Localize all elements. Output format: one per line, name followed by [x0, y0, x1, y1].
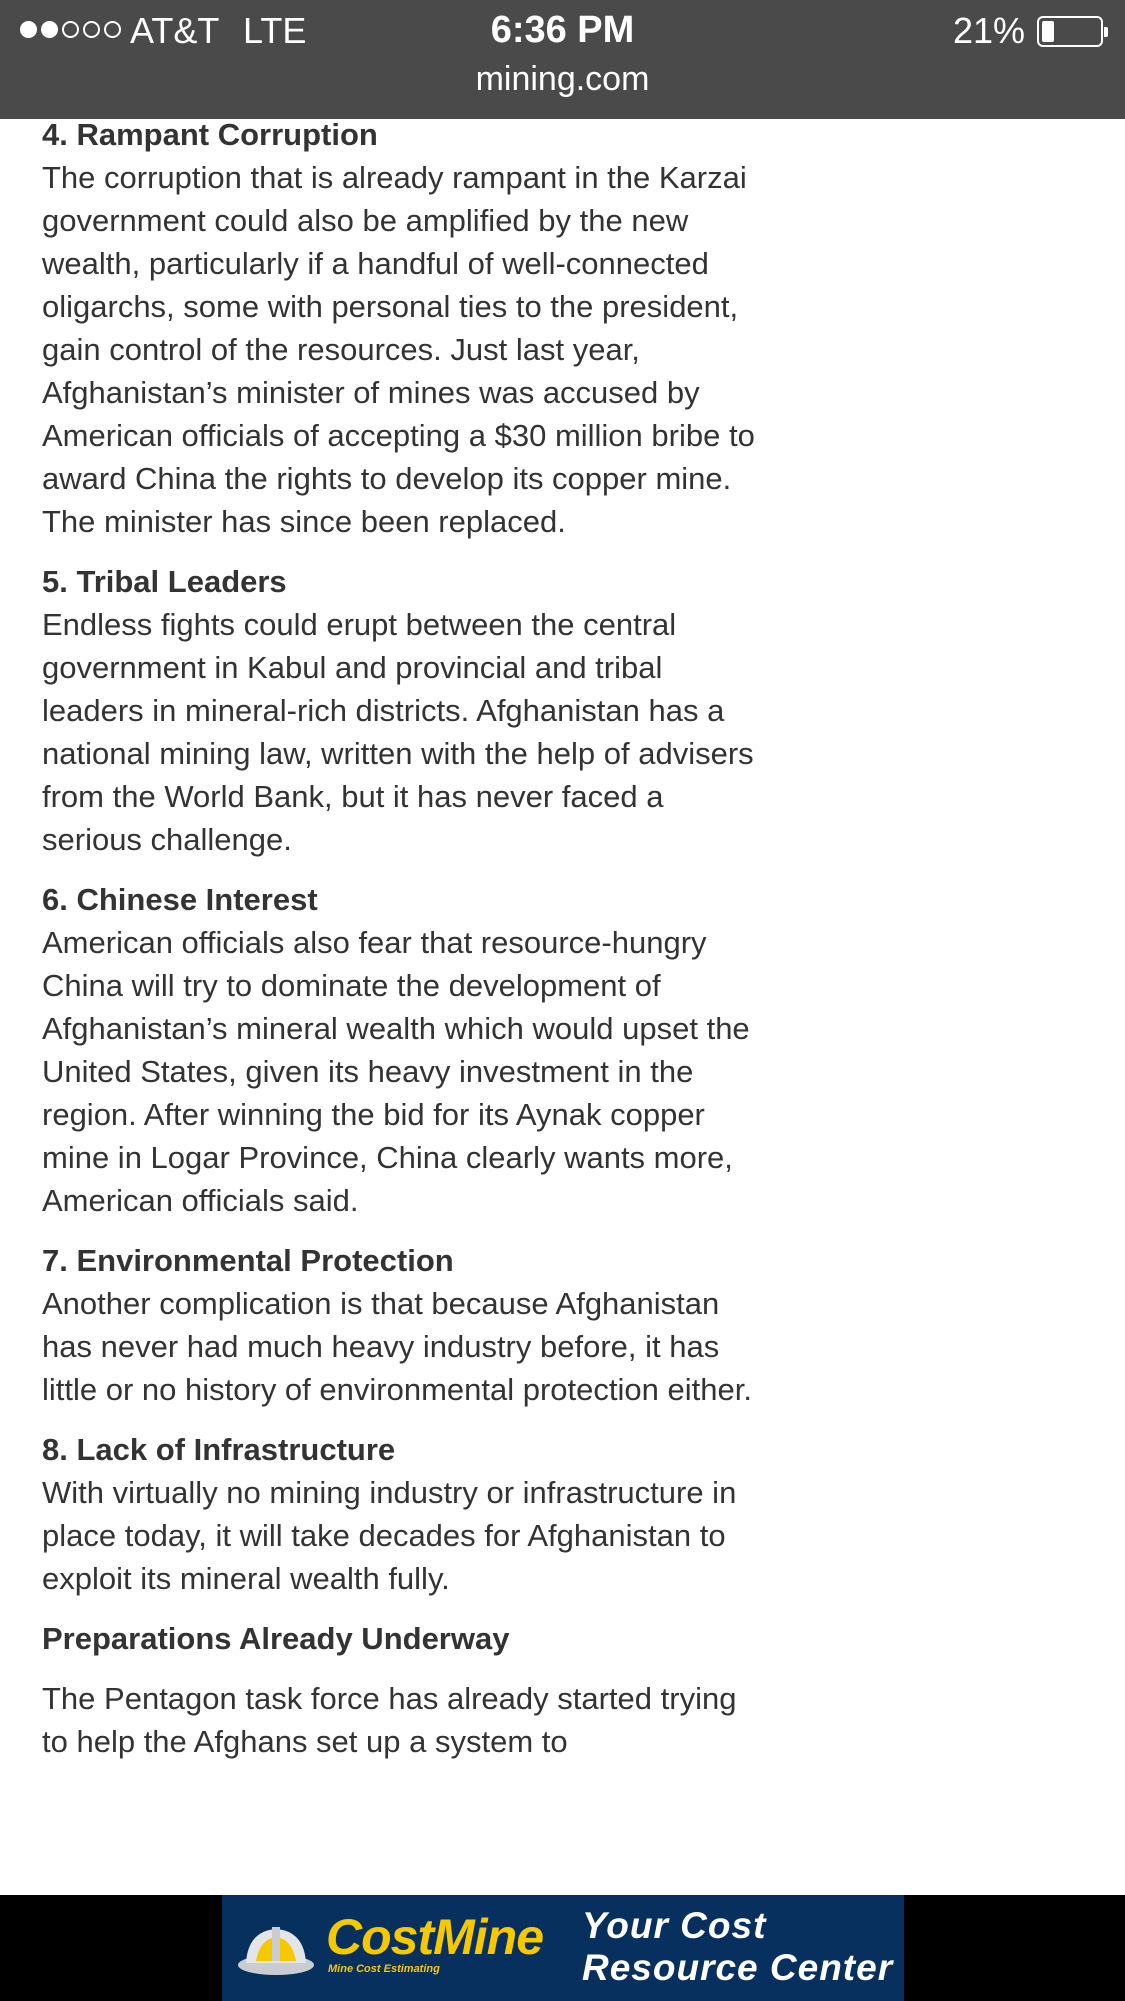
section-body: With virtually no mining industry or infrastructure in place today, it will take decades for Afghanistan to exploit its mineral wealth fully. [42, 1475, 737, 1596]
section-body: Another complication is that because Afghanistan has never had much heavy industry before, it has little or no history of environmental protection either. [42, 1286, 752, 1407]
ad-brand-name: CostMine [326, 1909, 543, 1965]
status-time: 6:36 PM [490, 9, 635, 51]
article-subheading: Preparations Already Underway [42, 1621, 510, 1656]
ad-brand-subtitle: Mine Cost Estimating [328, 1963, 440, 1975]
article-section [42, 1428, 762, 1600]
section-heading: 6. Chinese Interest [42, 882, 318, 917]
section-heading: 4. Rampant Corruption [42, 117, 378, 152]
address-bar-url[interactable]: mining.com [475, 60, 650, 98]
battery-icon [1037, 16, 1103, 47]
section-heading: 7. Environmental Protection [42, 1243, 454, 1278]
article-section [42, 113, 762, 543]
carrier-name: AT&T [130, 10, 220, 51]
hard-hat-icon [234, 1913, 318, 1983]
section-body: American officials also fear that resource-hungry China will try to dominate the development of Afghanistan’s mineral wealth which would upset the United States, given its heavy investment in the region. After winning the bid for its Aynak copper mine in Logar Province, China clearly wants more, American officials said. [42, 925, 750, 1218]
article-paragraph: The Pentagon task force has already started trying to help the Afghans set up a system to [42, 1681, 737, 1759]
costmine-ad-banner[interactable] [222, 1895, 904, 2001]
ad-brand [326, 1911, 543, 1975]
battery-level-fill [1042, 21, 1054, 42]
battery-percent: 21% [952, 10, 1025, 51]
article-section [42, 1239, 762, 1411]
article-section [42, 878, 762, 1222]
section-body: Endless fights could erupt between the central government in Kabul and provincial and tribal leaders in mineral-rich districts. Afghanistan has a national mining law, written with the help of advisers from the World Bank, but it has never faced a serious challenge. [42, 607, 754, 857]
article-section [42, 560, 762, 861]
article-content [42, 113, 762, 1895]
bottom-ad-bar [0, 1895, 1125, 2001]
ad-tagline-line1: Your Cost [582, 1905, 767, 1946]
section-heading: 8. Lack of Infrastructure [42, 1432, 396, 1467]
section-body: The corruption that is already rampant in the Karzai government could also be amplified by the new wealth, particularly if a handful of well-connected oligarchs, some with personal ties to the president, gain control of the resources. Just last year, Afghanistan’s minister of mines was accused by American officials of accepting a $30 million bribe to award China the rights to develop its copper mine. The minister has since been replaced. [42, 160, 755, 539]
browser-top-bar [0, 0, 1125, 119]
status-bar [0, 0, 1125, 64]
section-heading: 5. Tribal Leaders [42, 564, 287, 599]
ad-tagline [582, 1905, 893, 1989]
ad-tagline-line2: Resource Center [582, 1947, 894, 1988]
network-type: LTE [243, 10, 307, 51]
